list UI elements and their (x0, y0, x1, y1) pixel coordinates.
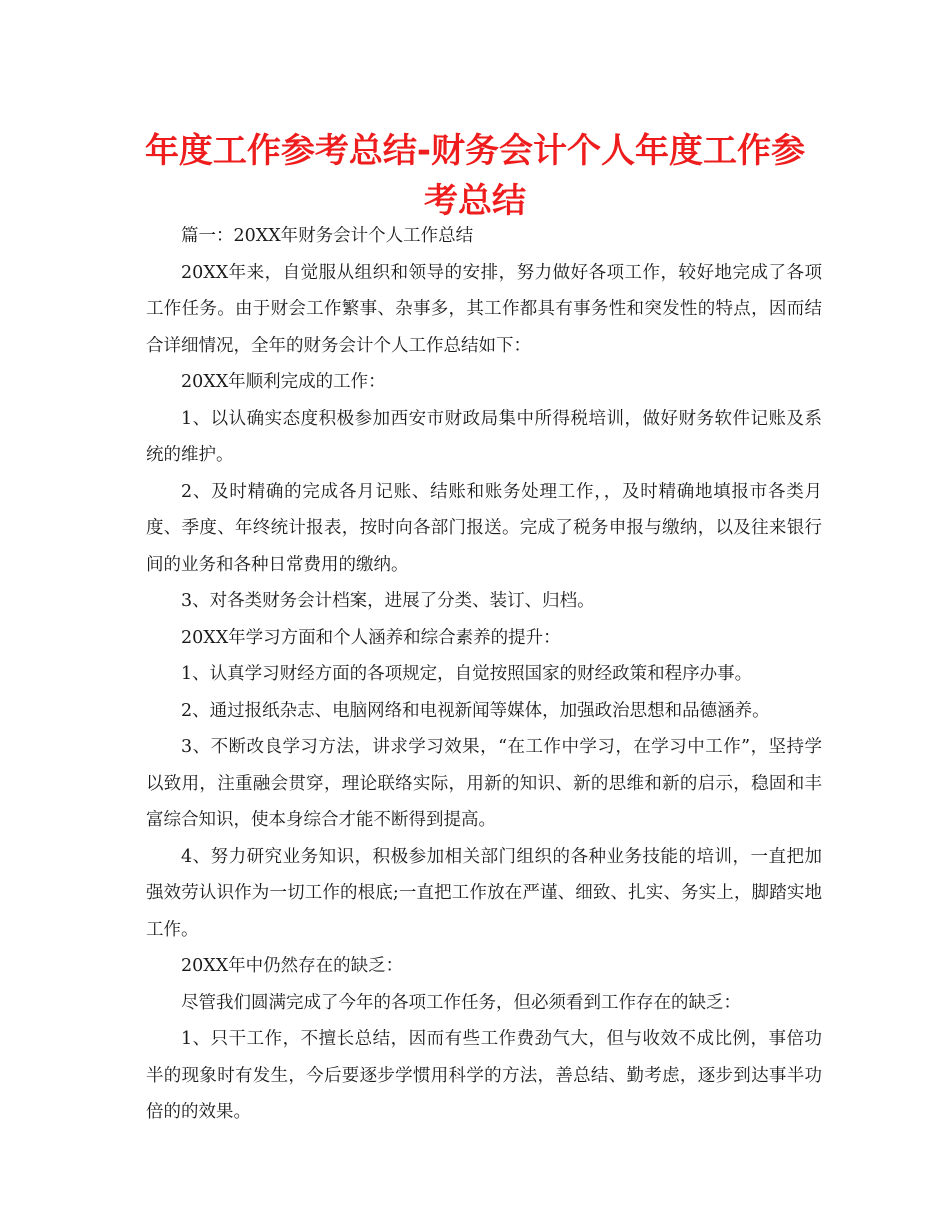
paragraph-shortcomings-intro: 尽管我们圆满完成了今年的各项工作任务，但必须看到工作存在的缺乏： (181, 992, 741, 1013)
paragraph-study-3: 3、不断改良学习方法，讲求学习效果，“在工作中学习，在学习中工作”，坚持学以致用，注重融会贯穿，理论联络实际，用新的知识、新的思维和新的启示，稳固和丰富综合知识，使本身综合才能不断得到提高。 (146, 737, 822, 830)
paragraph-shortcomings-1: 1、只干工作，不擅长总结，因而有些工作费劲气大，但与收效不成比例，事倍功半的现象时有发生，今后要逐步学惯用科学的方法，善总结、勤考虑，逐步到达事半功倍的的效果。 (146, 1029, 822, 1122)
paragraph-section-heading: 篇一：20XX年财务会计个人工作总结 (181, 226, 474, 246)
paragraph-study-4: 4、努力研究业务知识，积极参加相关部门组织的各种业务技能的培训，一直把加强效劳认识作为一切工作的根底;一直把工作放在严谨、细致、扎实、务实上，脚踏实地工作。 (146, 846, 822, 940)
document-body (146, 218, 822, 1131)
paragraph-completed-2: 2、及时精确的完成各月记账、结账和账务处理工作，，及时精确地填报市各类月度、季度、年终统计报表，按时向各部门报送。完成了税务申报与缴纳，以及往来银行间的业务和各种日常费用的缴纳。 (146, 481, 822, 575)
paragraph-completed-1: 1、以认确实态度积极参加西安市财政局集中所得税培训，做好财务软件记账及系统的维护。 (146, 408, 822, 465)
paragraph-shortcomings-heading: 20XX年中仍然存在的缺乏： (181, 956, 404, 976)
paragraph-study-heading: 20XX年学习方面和个人涵养和综合素养的提升： (181, 627, 561, 648)
paragraph-completed-3: 3、对各类财务会计档案，进展了分类、装订、归档。 (181, 591, 595, 611)
paragraph-study-1: 1、认真学习财经方面的各项规定，自觉按照国家的财经政策和程序办事。 (181, 664, 753, 684)
paragraph-study-2: 2、通过报纸杂志、电脑网络和电视新闻等媒体，加强政治思想和品德涵养。 (181, 700, 770, 721)
paragraph-intro: 20XX年来，自觉服从组织和领导的安排，努力做好各项工作，较好地完成了各项工作任务。由于财会工作繁事、杂事多，其工作都具有事务性和突发性的特点，因而结合详细情况，全年的财务会计个人工作总结如下： (146, 262, 822, 356)
paragraph-completed-heading: 20XX年顺利完成的工作： (181, 372, 386, 392)
document-title: 年度工作参考总结-财务会计个人年度工作参考总结 (144, 131, 806, 221)
